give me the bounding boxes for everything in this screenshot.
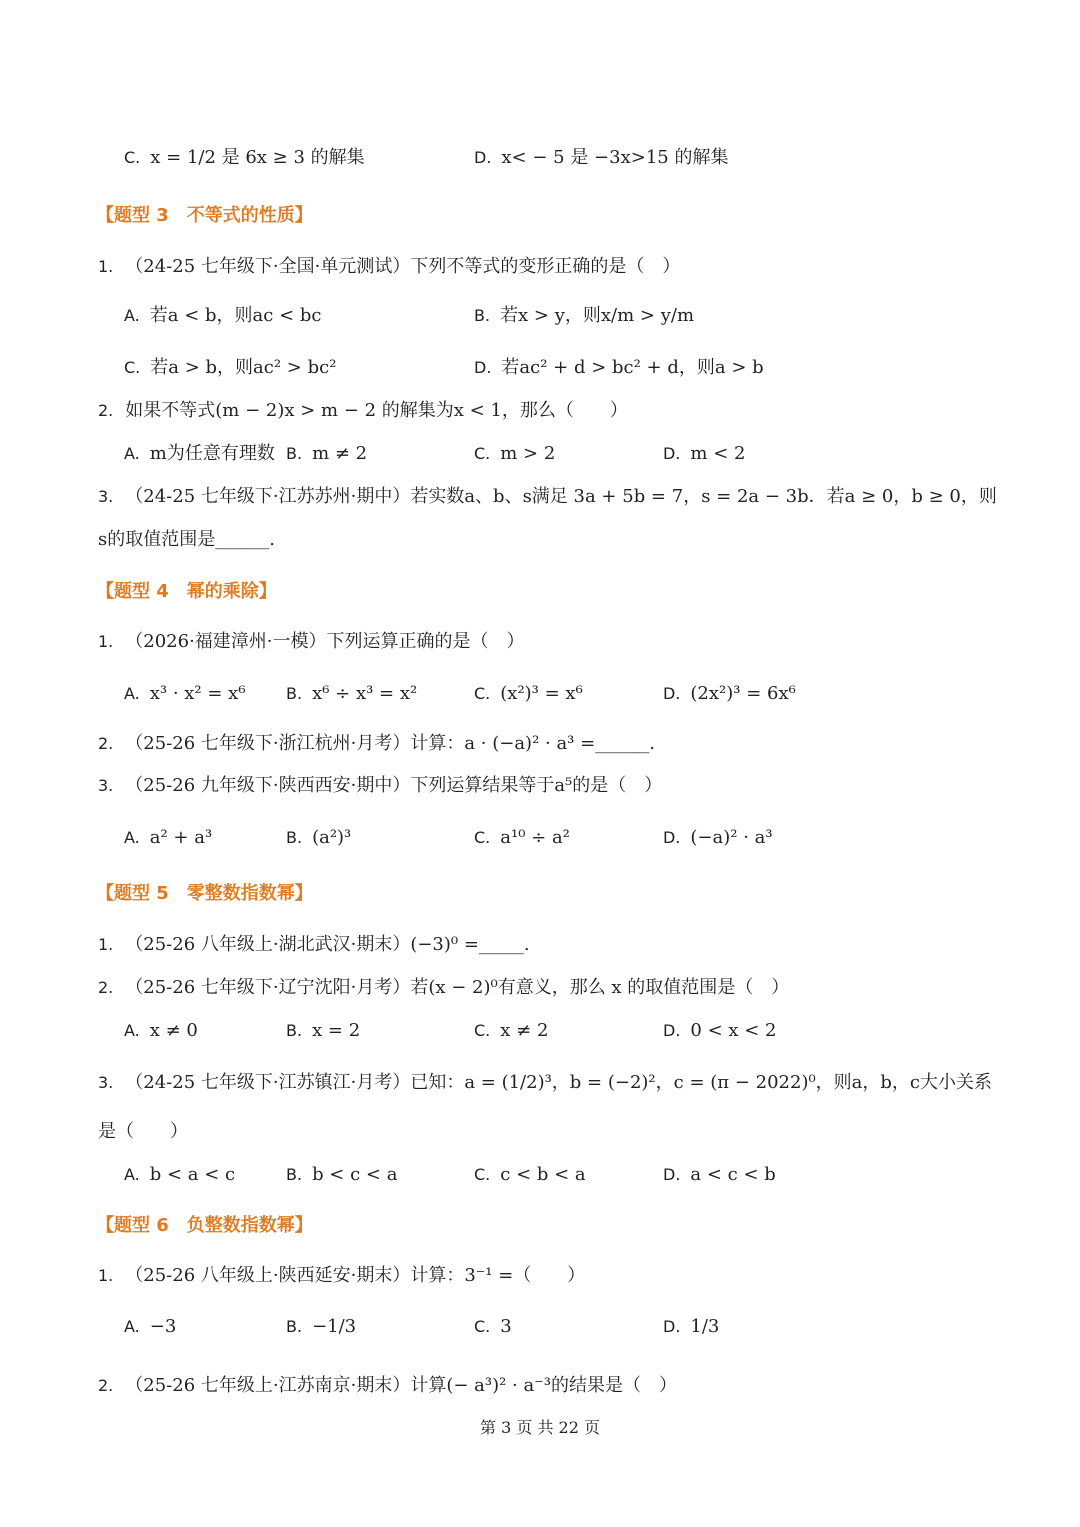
- question-3-1: 1. （24-25 七年级下·全国·单元测试）下列不等式的变形正确的是（ ）: [98, 256, 681, 277]
- option-a: A. x³ · x² = x⁶: [124, 683, 246, 704]
- option-c: C. c < b < a: [474, 1164, 586, 1185]
- section-title-5: 【题型 5 零整数指数幂】: [96, 883, 313, 904]
- option-b: B. x = 2: [286, 1020, 361, 1041]
- question-5-2: 2. （25-26 七年级下·辽宁沈阳·月考）若(x − 2)⁰有意义，那么 x 的取值范围是（ ）: [98, 977, 790, 998]
- option-a: A. a² + a³: [124, 827, 213, 848]
- option-d: D. (−a)² · a³: [663, 827, 773, 848]
- option-c: C. x = 1/2 是 6x ≥ 3 的解集: [124, 147, 365, 168]
- section-title-3: 【题型 3 不等式的性质】: [96, 205, 313, 226]
- question-5-1: 1. （25-26 八年级上·湖北武汉·期末）(−3)⁰ =_____.: [98, 934, 530, 955]
- question-4-2: 2. （25-26 七年级下·浙江杭州·月考）计算：a · (−a)² · a³ =______.: [98, 733, 655, 754]
- question-5-3-cont: 是（ ）: [98, 1121, 188, 1142]
- option-b: B. m ≠ 2: [286, 443, 368, 464]
- option-a: A. x ≠ 0: [124, 1020, 198, 1041]
- option-c: C. 若a > b，则ac² > bc²: [124, 357, 337, 378]
- option-d: D. (2x²)³ = 6x⁶: [663, 683, 796, 704]
- option-b: B. b < c < a: [286, 1164, 398, 1185]
- question-5-3: 3. （24-25 七年级下·江苏镇江·月考）已知：a = (1/2)³，b = (−2)²，c = (π − 2022)⁰，则a，b，c大小关系: [98, 1072, 993, 1093]
- question-6-2: 2. （25-26 七年级上·江苏南京·期末）计算(− a³)² · a⁻³的结果是（ ）: [98, 1375, 677, 1396]
- option-d: D. m < 2: [663, 443, 746, 464]
- option-b: B. (a²)³: [286, 827, 352, 848]
- option-c: C. x ≠ 2: [474, 1020, 549, 1041]
- option-b: B. −1/3: [286, 1316, 357, 1337]
- option-a: A. 若a < b，则ac < bc: [124, 305, 322, 326]
- option-c: C. a¹⁰ ÷ a²: [474, 827, 570, 848]
- section-title-4: 【题型 4 幂的乘除】: [96, 581, 277, 602]
- option-b: B. 若x > y，则x/m > y/m: [474, 305, 695, 326]
- question-3-3-cont: s的取值范围是______.: [98, 529, 275, 550]
- option-d: D. 0 < x < 2: [663, 1020, 777, 1041]
- question-3-2: 2. 如果不等式(m − 2)x > m − 2 的解集为x < 1，那么（ ）: [98, 400, 628, 421]
- option-a: A. b < a < c: [124, 1164, 236, 1185]
- question-6-1: 1. （25-26 八年级上·陕西延安·期末）计算：3⁻¹ =（ ）: [98, 1265, 586, 1286]
- question-4-3: 3. （25-26 九年级下·陕西西安·期中）下列运算结果等于a⁵的是（ ）: [98, 775, 663, 796]
- option-c: C. 3: [474, 1316, 512, 1337]
- question-4-1: 1. （2026·福建漳州·一模）下列运算正确的是（ ）: [98, 631, 525, 652]
- section-title-6: 【题型 6 负整数指数幂】: [96, 1215, 313, 1236]
- question-3-3: 3. （24-25 七年级下·江苏苏州·期中）若实数a、b、s满足 3a + 5b = 7，s = 2a − 3b．若a ≥ 0，b ≥ 0，则: [98, 486, 997, 507]
- option-d: D. 1/3: [663, 1316, 720, 1337]
- option-a: A. m为任意有理数: [124, 443, 275, 464]
- option-d: D. 若ac² + d > bc² + d，则a > b: [474, 357, 764, 378]
- option-c: C. m > 2: [474, 443, 556, 464]
- option-c: C. (x²)³ = x⁶: [474, 683, 583, 704]
- page-footer: 第 3 页 共 22 页: [480, 1418, 600, 1437]
- option-d: D. x< − 5 是 −3x>15 的解集: [474, 147, 729, 168]
- option-a: A. −3: [124, 1316, 177, 1337]
- option-b: B. x⁶ ÷ x³ = x²: [286, 683, 418, 704]
- option-d: D. a < c < b: [663, 1164, 776, 1185]
